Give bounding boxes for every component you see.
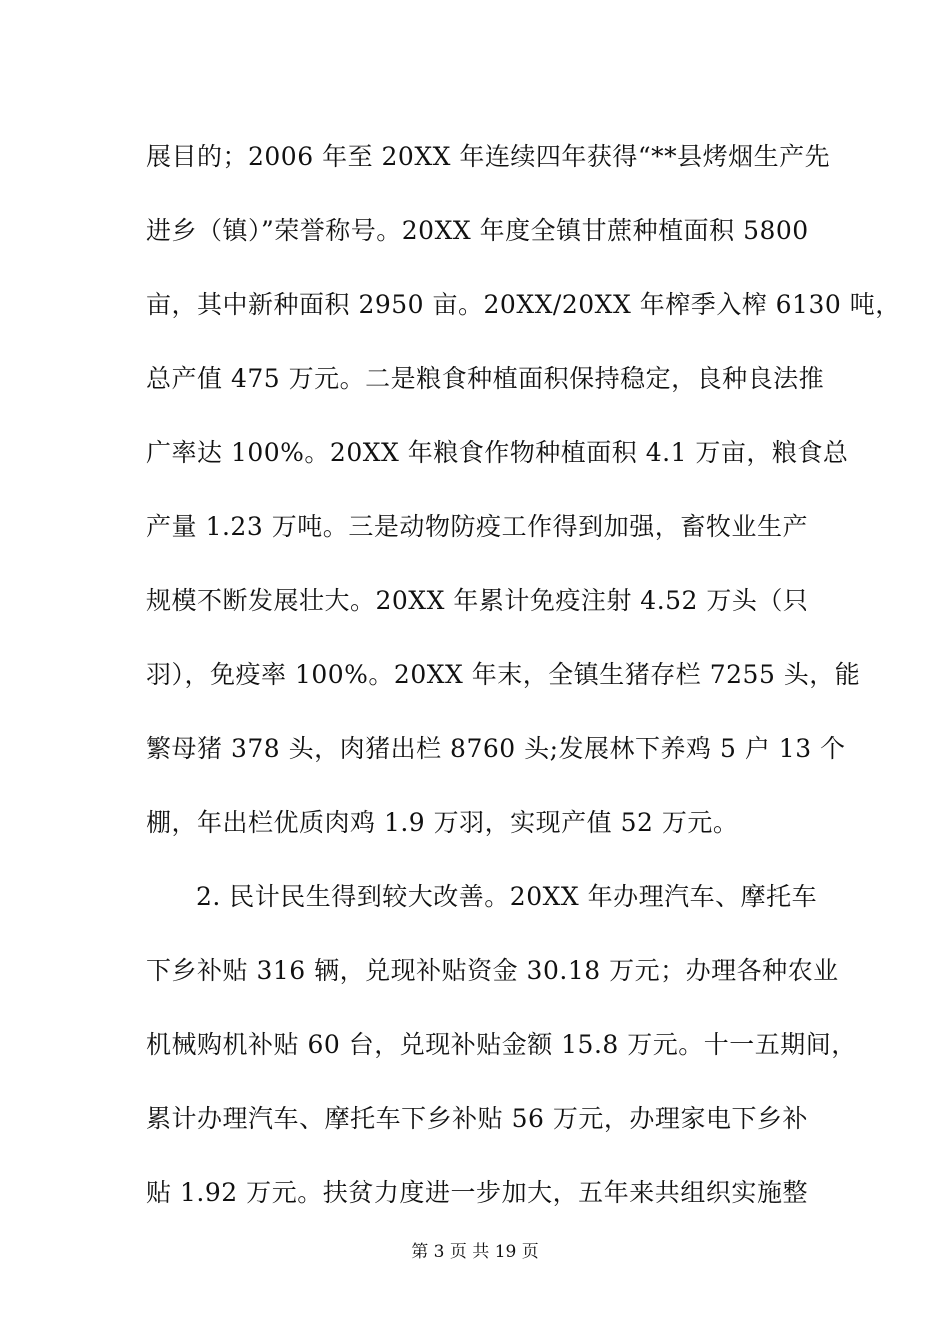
- text-line: 亩，其中新种面积 2950 亩。20XX/20XX 年榨季入榨 6130 吨，: [146, 290, 901, 319]
- text-line: 下乡补贴 316 辆，兑现补贴资金 30.18 万元；办理各种农业: [146, 956, 839, 985]
- text-line: 累计办理汽车、摩托车下乡补贴 56 万元，办理家电下乡补: [146, 1104, 808, 1133]
- text-line-paragraph-start: 2. 民计民生得到较大改善。20XX 年办理汽车、摩托车: [196, 882, 818, 911]
- text-line: 机械购机补贴 60 台，兑现补贴金额 15.8 万元。十一五期间，: [146, 1030, 857, 1059]
- text-line: 进乡（镇）”荣誉称号。20XX 年度全镇甘蔗种植面积 5800: [146, 216, 809, 245]
- text-line: 展目的；2006 年至 20XX 年连续四年获得“**县烤烟生产先: [146, 142, 831, 171]
- text-line: 广率达 100%。20XX 年粮食作物种植面积 4.1 万亩，粮食总: [146, 438, 849, 467]
- body-text: [146, 120, 901, 1230]
- text-line: 产量 1.23 万吨。三是动物防疫工作得到加强，畜牧业生产: [146, 512, 808, 541]
- text-line: 棚，年出栏优质肉鸡 1.9 万羽，实现产值 52 万元。: [146, 808, 739, 837]
- text-line: 总产值 475 万元。二是粮食种植面积保持稳定，良种良法推: [146, 364, 825, 393]
- text-line: 羽），免疫率 100%。20XX 年末，全镇生猪存栏 7255 头，能: [146, 660, 861, 689]
- page-footer: 第 3 页 共 19 页: [411, 1242, 539, 1262]
- text-line: 贴 1.92 万元。扶贫力度进一步加大，五年来共组织实施整: [146, 1178, 808, 1207]
- text-line: 规模不断发展壮大。20XX 年累计免疫注射 4.52 万头（只: [146, 586, 809, 615]
- text-line: 繁母猪 378 头，肉猪出栏 8760 头;发展林下养鸡 5 户 13 个: [146, 734, 846, 763]
